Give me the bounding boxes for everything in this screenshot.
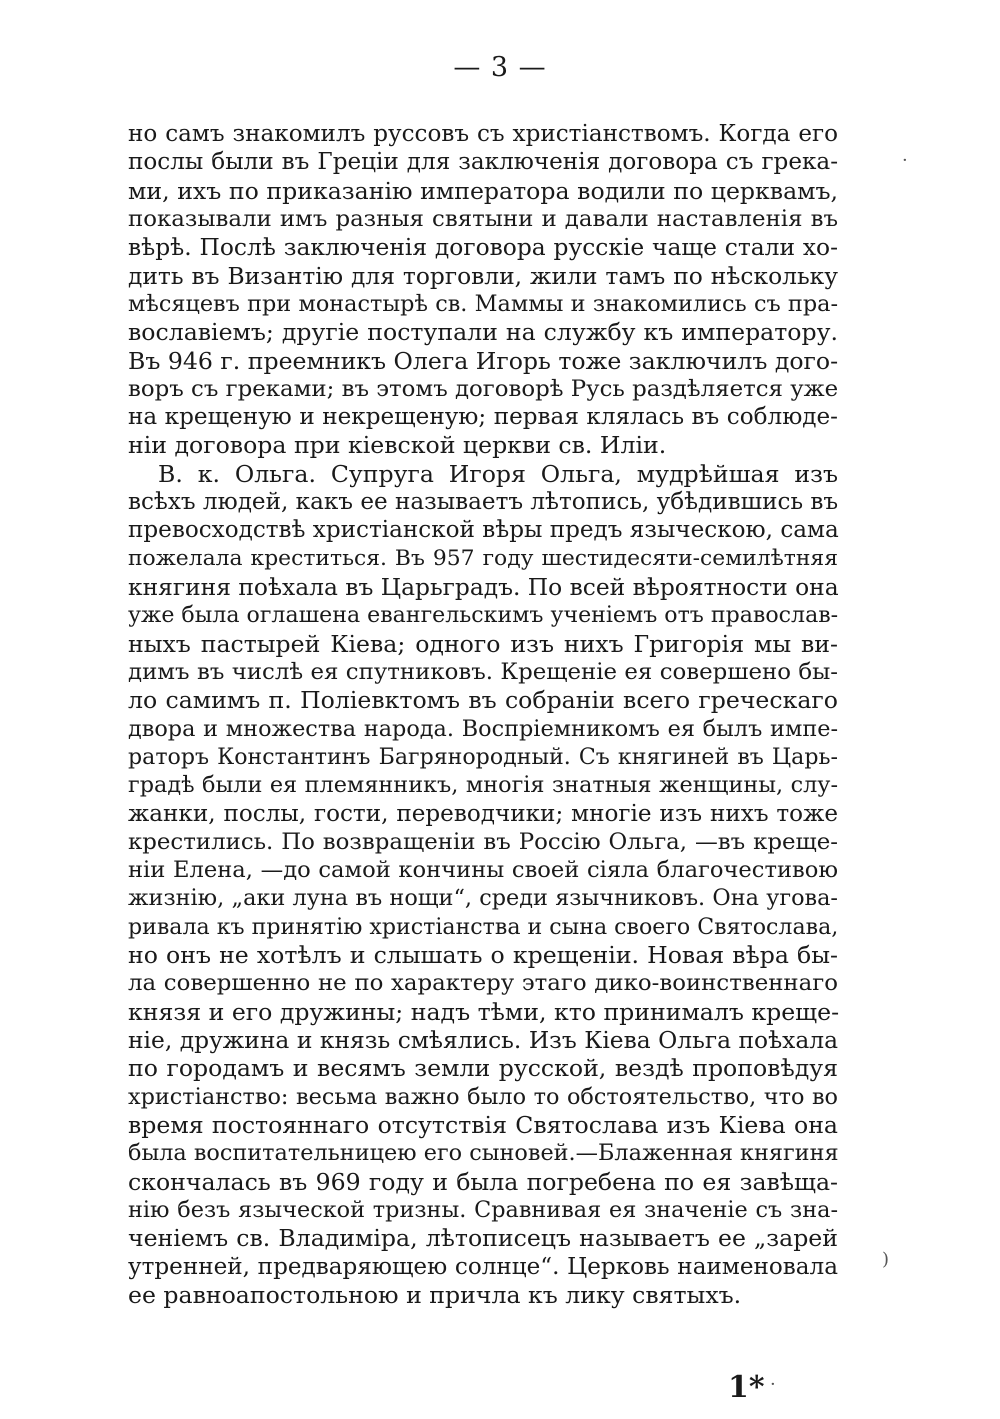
text-line: двора и множества народа. Воспріемникомъ ея былъ импе- [128, 715, 838, 742]
text-line: воръ съ греками; въ этомъ договорѣ Русь раздѣляется уже [128, 375, 839, 402]
text-line: превосходствѣ христіанской вѣры предъ языческою, сама [128, 517, 839, 544]
page-number: — 3 — [453, 52, 547, 83]
text-line: ми, ихъ по приказанію императора водили по церквамъ, [128, 176, 838, 205]
text-line: княгиня поѣхала въ Царьградъ. По всей вѣроятности она [128, 573, 839, 601]
margin-speck: · [770, 1374, 776, 1395]
text-line: но онъ не хотѣлъ и слышать о крещеніи. Новая вѣра бы- [128, 941, 838, 970]
text-line: Въ 946 г. преемникъ Олега Игорь тоже заключилъ дого- [128, 346, 839, 375]
text-line: послы были въ Греціи для заключенія договора съ грека- [128, 149, 838, 176]
text-line: жанки, послы, гости, переводчики; многіе изъ нихъ тоже [128, 800, 838, 827]
text-line: ло самимъ п. Поліевктомъ въ собраніи всего греческаго [128, 686, 838, 715]
text-line: показывали имъ разныя святыни и давали наставленія въ [128, 205, 838, 232]
text-line: димъ въ числѣ ея спутниковъ. Крещеніе ея совершено бы- [128, 658, 838, 685]
margin-speck: ) [882, 1249, 890, 1270]
text-line: В. к. Ольга. Супруга Игоря Ольга, мудрѣйшая изъ [158, 459, 838, 488]
text-line: мѣсяцевъ при монастырѣ св. Маммы и знакомились съ пра- [128, 290, 838, 317]
text-line: ее равноапостольною и причла къ лику святыхъ. [128, 1280, 742, 1309]
text-line: вѣрѣ. Послѣ заключенія договора русскіе чаще стали хо- [128, 233, 838, 262]
text-line: всѣхъ людей, какъ ее называетъ лѣтопись, убѣдившись въ [128, 489, 839, 516]
signature-mark: 1* [728, 1370, 765, 1405]
text-line: скончалась въ 969 году и была погребена по ея завѣща- [128, 1167, 838, 1196]
text-line: но самъ знакомилъ руссовъ съ христіанствомъ. Когда его [128, 121, 838, 147]
text-line: нію безъ языческой тризны. Сравнивая ея значеніе съ зна- [128, 1196, 838, 1223]
margin-speck: · [902, 150, 908, 171]
text-line: ніи Елена, —до самой кончины своей сіяла благочестивою [128, 857, 838, 884]
text-line: христіанство: весьма важно было то обстоятельство, что во [128, 1083, 838, 1110]
text-line: ривала къ принятію христіанства и сына своего Святослава, [128, 913, 839, 940]
text-line: жизнію, „аки луна въ нощи“, среди язычниковъ. Она угова- [128, 885, 838, 912]
text-line: дить въ Византію для торговли, жили тамъ по нѣскольку [128, 261, 838, 290]
text-line: утренней, предваряющею солнце“. Церковь наименовала [128, 1253, 838, 1280]
text-line: уже была оглашена евангельскимъ ученіемъ отъ православ- [128, 602, 839, 629]
text-line: крестились. По возвращеніи въ Россію Ольга, —въ креще- [128, 828, 838, 855]
text-line: князя и его дружины; надъ тѣми, кто принималъ креще- [128, 997, 840, 1026]
text-line: ла совершенно не по характеру этаго дико-воинственнаго [128, 970, 838, 997]
text-line: пожелала креститься. Въ 957 году шестидесяти-семилѣтняя [128, 545, 838, 571]
text-line: ніе, дружина и князь смѣялись. Изъ Кіева Ольга поѣхала [128, 1026, 838, 1054]
text-line: была воспитательницею его сыновей.—Блаженная княгиня [128, 1140, 839, 1167]
text-line: по городамъ и весямъ земли русской, вездѣ проповѣдуя [128, 1054, 838, 1083]
text-line: на крещеную и некрещеную; первая клялась въ соблюде- [128, 404, 838, 431]
text-line: ныхъ пастырей Кіева; одного изъ нихъ Григорія мы ви- [128, 629, 838, 658]
text-line: ченіемъ св. Владиміра, лѣтописецъ называетъ ее „зарей [128, 1224, 838, 1253]
text-line: время постояннаго отсутствія Святослава изъ Кіева она [128, 1110, 838, 1139]
text-line: вославіемъ; другіе поступали на службу къ императору. [128, 318, 838, 347]
text-line: градѣ были ея племянникъ, многія знатныя женщины, слу- [128, 772, 838, 799]
text-line: ніи договора при кіевской церкви св. Иліи. [128, 431, 667, 460]
body-text [128, 120, 838, 1309]
text-line: раторъ Константинъ Багрянородный. Съ княгиней въ Царь- [128, 743, 838, 770]
